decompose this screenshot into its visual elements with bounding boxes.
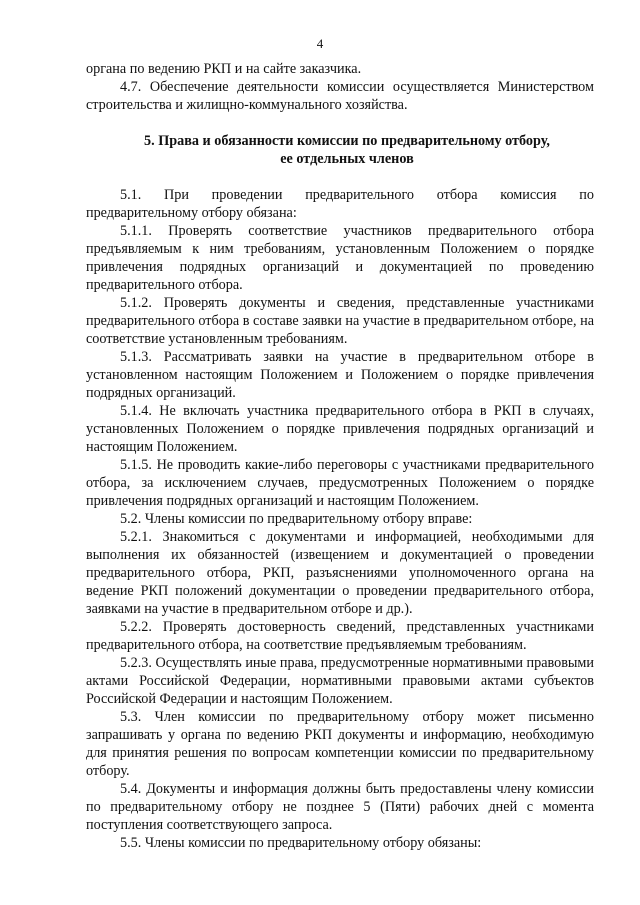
page-number: 4 <box>316 36 324 51</box>
paragraph-4-7: 4.7. Обеспечение деятельности комиссии осуществляется Министерством строительства и жилищно-коммунального хозяйства. <box>86 79 594 113</box>
document-body <box>86 60 594 852</box>
paragraph-5-4: 5.4. Документы и информация должны быть предоставлены члену комиссии по предварительному отбору не позднее 5 (Пяти) рабочих дней с момента поступления соответствующего запроса. <box>86 781 594 833</box>
paragraph-5-2: 5.2. Члены комиссии по предварительному отбору вправе: <box>120 511 473 527</box>
paragraph-5-2-2: 5.2.2. Проверять достоверность сведений, представленных участниками предварительного отбора, на соответствие предъявляемым требованиям. <box>86 619 594 653</box>
paragraph-5-1-5: 5.1.5. Не проводить какие-либо переговоры с участниками предварительного отбора, за исключением случаев, предусмотренных Положением о порядке привлечения подрядных организаций и настоящим Положением. <box>86 457 594 509</box>
paragraph-5-1-2: 5.1.2. Проверять документы и сведения, представленные участниками предварительного отбора в составе заявки на участие в предварительном отборе, на соответствие установленным требованиям. <box>86 295 594 347</box>
paragraph-continuation: органа по ведению РКП и на сайте заказчика. <box>86 61 362 77</box>
section-heading-line-2: ее отдельных членов <box>280 151 414 167</box>
paragraph-5-5: 5.5. Члены комиссии по предварительному отбору обязаны: <box>120 835 482 851</box>
paragraph-5-1-1: 5.1.1. Проверять соответствие участников предварительного отбора предъявляемым к ним требованиям, установленным Положением о порядке привлечения подрядных организаций и документацией по проведению предварительного отбора. <box>86 223 594 293</box>
section-heading <box>86 132 594 168</box>
paragraph-5-3: 5.3. Член комиссии по предварительному отбору может письменно запрашивать у органа по ведению РКП документы и информацию, необходимую для принятия решения по вопросам компетенции комиссии по предварительному отбору. <box>86 709 594 779</box>
paragraph-5-1-3: 5.1.3. Рассматривать заявки на участие в предварительном отборе в установленном настоящим Положением и Положением о порядке привлечения подрядных организаций. <box>86 349 594 401</box>
paragraph-5-1: 5.1. При проведении предварительного отбора комиссия по предварительному отбору обязана: <box>86 187 594 221</box>
paragraph-5-2-1: 5.2.1. Знакомиться с документами и информацией, необходимыми для выполнения их обязанностей (извещением и документацией о проведении предварительного отбора, РКП, разъяснениями уполномоченного органа на ведение РКП положений документации о проведении предварительного отбора, заявками на участие в предварительном отборе и др.). <box>86 529 594 617</box>
section-heading-line-1: 5. Права и обязанности комиссии по предварительному отбору, <box>144 133 550 149</box>
paragraph-5-1-4: 5.1.4. Не включать участника предварительного отбора в РКП в случаях, установленных Положением о порядке привлечения подрядных организаций и настоящим Положением. <box>86 403 594 455</box>
paragraph-5-2-3: 5.2.3. Осуществлять иные права, предусмотренные нормативными правовыми актами Российской Федерации, нормативными правовыми актами субъектов Российской Федерации и настоящим Положением. <box>86 655 594 707</box>
